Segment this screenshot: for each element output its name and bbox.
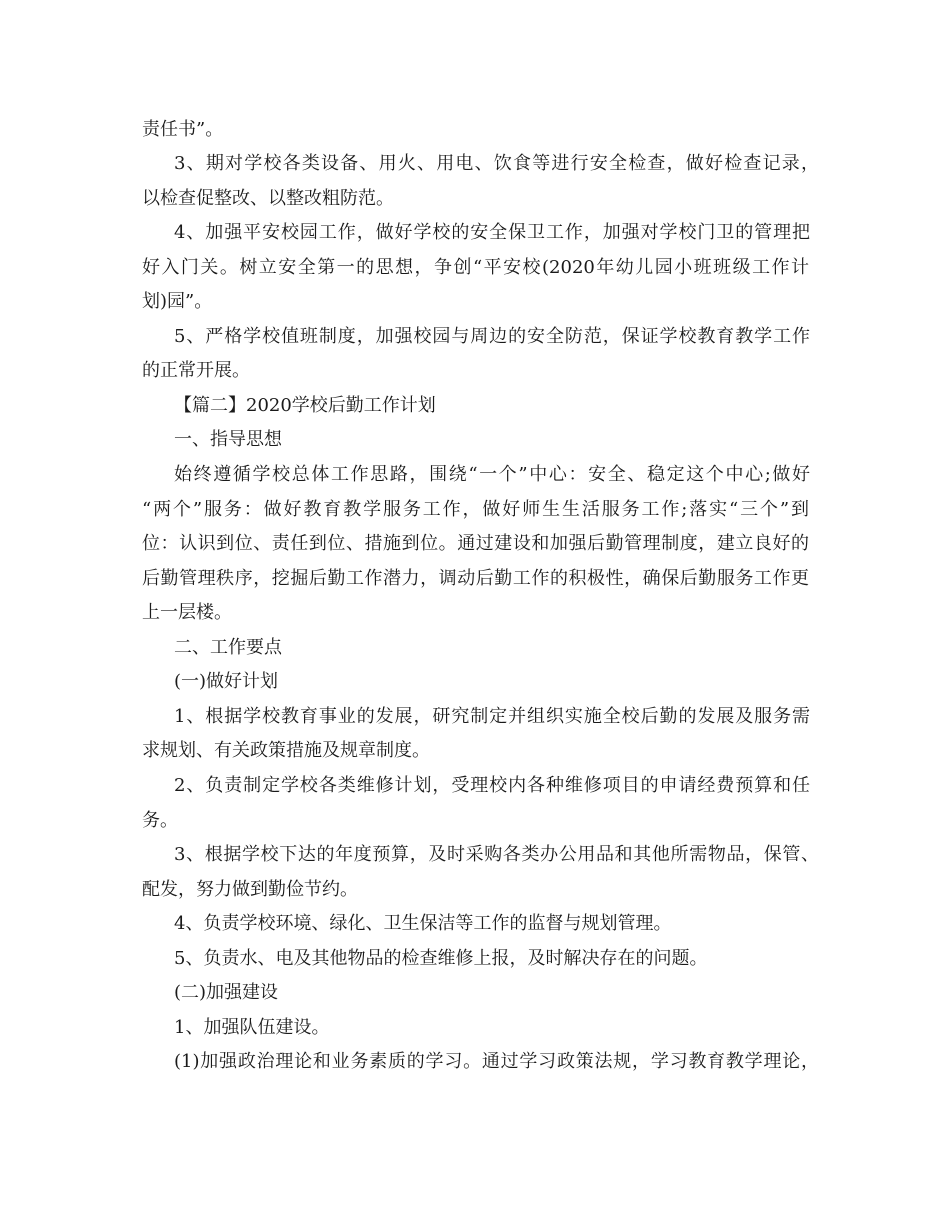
text-line: [0, 805, 950, 836]
section-heading: [0, 632, 950, 663]
line-text: 上一层楼。: [142, 602, 232, 623]
text-line: [0, 286, 950, 317]
line-text: 配发，努力做到勤俭节约。: [142, 879, 358, 900]
line-text: 后勤管理秩序，挖掘后勤工作潜力，调动后勤工作的积极性，确保后勤服务工作更: [142, 568, 809, 589]
section-heading: [0, 424, 950, 455]
paragraph-first-line: [0, 321, 950, 352]
section-heading: [0, 390, 950, 421]
line-text: 的正常开展。: [142, 360, 250, 381]
text-line: [0, 114, 950, 145]
line-text: 始终遵循学校总体工作思路，围绕“一个”中心：安全、稳定这个中心;做好: [174, 464, 810, 485]
line-text: 5、负责水、电及其他物品的检查维修上报，及时解决存在的问题。: [174, 948, 708, 969]
line-text: 1、根据学校教育事业的发展，研究制定并组织实施全校后勤的发展及服务需: [174, 706, 810, 727]
text-line: [0, 355, 950, 386]
line-text: 责任书”。: [142, 119, 224, 140]
line-text: 2、负责制定学校各类维修计划，受理校内各种维修项目的申请经费预算和任: [174, 775, 810, 796]
line-text: 务。: [142, 810, 178, 831]
text-line: [0, 494, 950, 525]
paragraph-first-line: [0, 839, 950, 870]
paragraph-first-line: [0, 943, 950, 974]
line-text: 求规划、有关政策措施及规章制度。: [142, 740, 430, 761]
line-text: 好入门关。树立安全第一的思想，争创“平安校(2020年幼儿园小班班级工作计: [142, 257, 809, 278]
line-text: 以检查促整改、以整改粗防范。: [142, 188, 394, 209]
text-line: [0, 528, 950, 559]
paragraph-first-line: [0, 1012, 950, 1043]
line-text: (1)加强政治理论和业务素质的学习。通过学习政策法规，学习教育教学理论，: [174, 1051, 819, 1072]
subsection-heading: [0, 977, 950, 1008]
line-text: 4、负责学校环境、绿化、卫生保洁等工作的监督与规划管理。: [174, 913, 672, 934]
line-text: 划)园”。: [142, 291, 213, 312]
line-text: 5、严格学校值班制度，加强校园与周边的安全防范，保证学校教育教学工作: [174, 326, 810, 347]
line-text: 4、加强平安校园工作，做好学校的安全保卫工作，加强对学校门卫的管理把: [174, 222, 810, 243]
line-text: 位：认识到位、责任到位、措施到位。通过建设和加强后勤管理制度，建立良好的: [142, 533, 809, 554]
subsection-title: (二)加强建设: [174, 982, 279, 1003]
paragraph-first-line: [0, 1046, 950, 1077]
text-line: [0, 874, 950, 905]
section-title: 二、工作要点: [174, 637, 282, 658]
paragraph-first-line: [0, 770, 950, 801]
text-line: [0, 252, 950, 283]
text-line: [0, 563, 950, 594]
text-line: [0, 183, 950, 214]
line-text: 3、根据学校下达的年度预算，及时采购各类办公用品和其他所需物品，保管、: [174, 844, 819, 865]
paragraph-first-line: [0, 908, 950, 939]
text-line: [0, 735, 950, 766]
paragraph-first-line: [0, 459, 950, 490]
line-text: “两个”服务：做好教育教学服务工作，做好师生生活服务工作;落实“三个”到: [142, 499, 809, 520]
section-title: 一、指导思想: [174, 429, 282, 450]
line-text: 1、加强队伍建设。: [174, 1017, 330, 1038]
subsection-heading: [0, 666, 950, 697]
paragraph-first-line: [0, 701, 950, 732]
paragraph-first-line: [0, 217, 950, 248]
subsection-title: (一)做好计划: [174, 671, 279, 692]
paragraph-first-line: [0, 148, 950, 179]
line-text: 3、期对学校各类设备、用火、用电、饮食等进行安全检查，做好检查记录，: [174, 153, 819, 174]
text-line: [0, 597, 950, 628]
section-title: 【篇二】2020学校后勤工作计划: [174, 395, 436, 416]
